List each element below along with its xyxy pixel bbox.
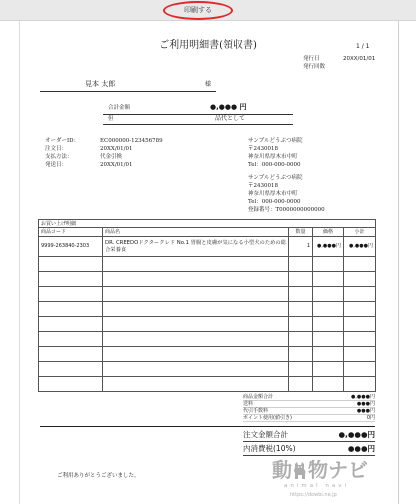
summary-row-shipping — [243, 401, 375, 408]
empty-cell — [289, 332, 313, 347]
table-row-empty — [39, 332, 376, 347]
order-id-value: EC000000-123456789 — [100, 138, 163, 144]
empty-cell — [39, 302, 103, 317]
empty-cell — [313, 302, 344, 317]
payment-method-label: 支払方法： — [45, 154, 73, 160]
destination-name: サンプルどうぶつ病院 — [248, 138, 303, 144]
summary-row-cod-fee — [243, 408, 375, 415]
col-header-qty: 数量 — [289, 228, 313, 237]
table-row-empty — [39, 317, 376, 332]
empty-cell — [103, 362, 289, 377]
issue-date-value: 20XX/01/01 — [343, 56, 376, 62]
summary-row-points — [243, 415, 375, 422]
page-title: ご利用明細書(領収書) — [159, 40, 257, 51]
empty-cell — [313, 317, 344, 332]
empty-cell — [344, 272, 376, 287]
empty-cell — [289, 272, 313, 287]
empty-cell — [39, 287, 103, 302]
summary-divider — [40, 426, 375, 427]
thanks-message: ご利用ありがとうございました。 — [57, 473, 140, 479]
empty-cell — [313, 272, 344, 287]
ship-date-value: 20XX/01/01 — [100, 162, 133, 168]
empty-cell — [103, 257, 289, 272]
empty-cell — [39, 332, 103, 347]
issuer-registration-number: 登録番号：T0000000000000 — [248, 207, 325, 213]
order-date-label: 注文日： — [45, 146, 68, 152]
empty-cell — [344, 332, 376, 347]
grand-total-label: 注文金額合計 — [243, 430, 288, 439]
summary-label: 商品金額合計 — [243, 394, 274, 400]
summary-value: ●●●円 — [356, 408, 375, 414]
summary-value: ●●●円 — [356, 401, 375, 407]
empty-cell — [289, 257, 313, 272]
tax-label: 内消費税(10%) — [243, 444, 296, 453]
empty-cell — [103, 377, 289, 392]
empty-cell — [103, 302, 289, 317]
empty-cell — [289, 317, 313, 332]
table-row-empty — [39, 287, 376, 302]
empty-cell — [103, 332, 289, 347]
ship-date-label: 発送日： — [45, 162, 68, 168]
empty-cell — [313, 287, 344, 302]
item-code: 9999-263840-2303 — [39, 237, 103, 257]
item-subtotal: ●,●●●円 — [344, 237, 376, 257]
empty-cell — [344, 347, 376, 362]
empty-cell — [289, 377, 313, 392]
table-row-empty — [39, 362, 376, 377]
recipient-underline — [40, 91, 216, 92]
empty-cell — [39, 257, 103, 272]
tax-value: ●●●円 — [347, 444, 375, 453]
table-row-empty — [39, 272, 376, 287]
empty-cell — [39, 317, 103, 332]
empty-cell — [103, 317, 289, 332]
destination-postal: 〒2430018 — [248, 146, 278, 152]
page-indicator: 1 / 1 — [356, 43, 370, 50]
empty-cell — [289, 362, 313, 377]
proviso-underline — [103, 124, 293, 125]
issuer-name: サンプルどうぶつ病院 — [248, 175, 303, 181]
empty-cell — [344, 377, 376, 392]
col-header-subtotal: 小計 — [344, 228, 376, 237]
table-caption-row — [39, 220, 376, 228]
empty-cell — [313, 332, 344, 347]
col-header-name: 商品名 — [103, 228, 289, 237]
proviso-value: 品代として — [215, 115, 246, 122]
grand-total-row — [243, 429, 375, 442]
empty-cell — [344, 317, 376, 332]
table-caption: お買い上げ明細 — [39, 220, 376, 228]
issuer-address: 神奈川県厚木市中町 — [248, 191, 298, 197]
issuer-postal: 〒2430018 — [248, 183, 278, 189]
empty-cell — [39, 362, 103, 377]
issue-date-label: 発行日 — [303, 56, 320, 62]
empty-cell — [39, 347, 103, 362]
table-row-empty — [39, 257, 376, 272]
summary-label: ポイント使用(値引き) — [243, 415, 292, 421]
item-qty: 1 — [289, 237, 313, 257]
grand-total-value: ●,●●●円 — [338, 430, 375, 439]
empty-cell — [313, 362, 344, 377]
total-amount-label: 合計金額 — [108, 105, 131, 111]
recipient-honorific: 様 — [205, 81, 212, 88]
watermark-logo-text-right: 物ナビ — [308, 458, 368, 482]
total-amount-value: ●,●●● 円 — [210, 103, 247, 111]
empty-cell — [103, 287, 289, 302]
payment-method-value: 代金引換 — [100, 154, 123, 160]
issuer-tel: Tel：000-000-0000 — [248, 199, 301, 205]
tax-row — [243, 443, 375, 456]
summary-label: 代引手数料 — [243, 408, 269, 414]
table-row-empty — [39, 377, 376, 392]
table-header-row — [39, 228, 376, 237]
summary-label: 送料 — [243, 401, 254, 407]
summary-row-items-total — [243, 394, 375, 401]
empty-cell — [344, 287, 376, 302]
items-table — [38, 219, 376, 392]
print-button[interactable]: 印刷する — [176, 4, 220, 17]
print-toolbar — [0, 0, 416, 21]
empty-cell — [313, 257, 344, 272]
dog-icon — [292, 462, 308, 480]
watermark-logo-text-left: 動 — [272, 458, 292, 482]
empty-cell — [103, 347, 289, 362]
item-price: ●,●●●円 — [313, 237, 344, 257]
table-row-empty — [39, 347, 376, 362]
watermark-tagline: animal navi — [284, 483, 350, 489]
watermark-url: https://dowbi.ne.jp — [290, 492, 337, 498]
empty-cell — [313, 347, 344, 362]
table-row-empty — [39, 302, 376, 317]
destination-address: 神奈川県厚木市中町 — [248, 154, 298, 160]
col-header-price: 価格 — [313, 228, 344, 237]
summary-value: ●,●●●円 — [350, 394, 375, 400]
issue-count-label: 発行回数 — [303, 64, 326, 70]
empty-cell — [289, 347, 313, 362]
item-name: DR. CREEDOドクタークレド No.1 胃腸と皮膚が気になる小型犬のための総合栄養食 — [103, 237, 289, 257]
destination-tel: Tel：000-000-0000 — [248, 162, 301, 168]
empty-cell — [289, 302, 313, 317]
empty-cell — [289, 287, 313, 302]
total-amount-underline — [103, 114, 293, 115]
empty-cell — [344, 257, 376, 272]
summary-value: 0円 — [366, 415, 375, 421]
empty-cell — [39, 377, 103, 392]
order-date-value: 20XX/01/01 — [100, 146, 133, 152]
watermark-logo — [272, 459, 382, 501]
table-row — [39, 237, 376, 257]
recipient-name: 見本 太郎 — [85, 80, 116, 88]
col-header-code: 商品コード — [39, 228, 103, 237]
empty-cell — [39, 272, 103, 287]
empty-cell — [313, 377, 344, 392]
proviso-label: 但 — [108, 116, 114, 122]
order-id-label: オーダーID： — [45, 138, 80, 144]
empty-cell — [344, 302, 376, 317]
empty-cell — [344, 362, 376, 377]
empty-cell — [103, 272, 289, 287]
